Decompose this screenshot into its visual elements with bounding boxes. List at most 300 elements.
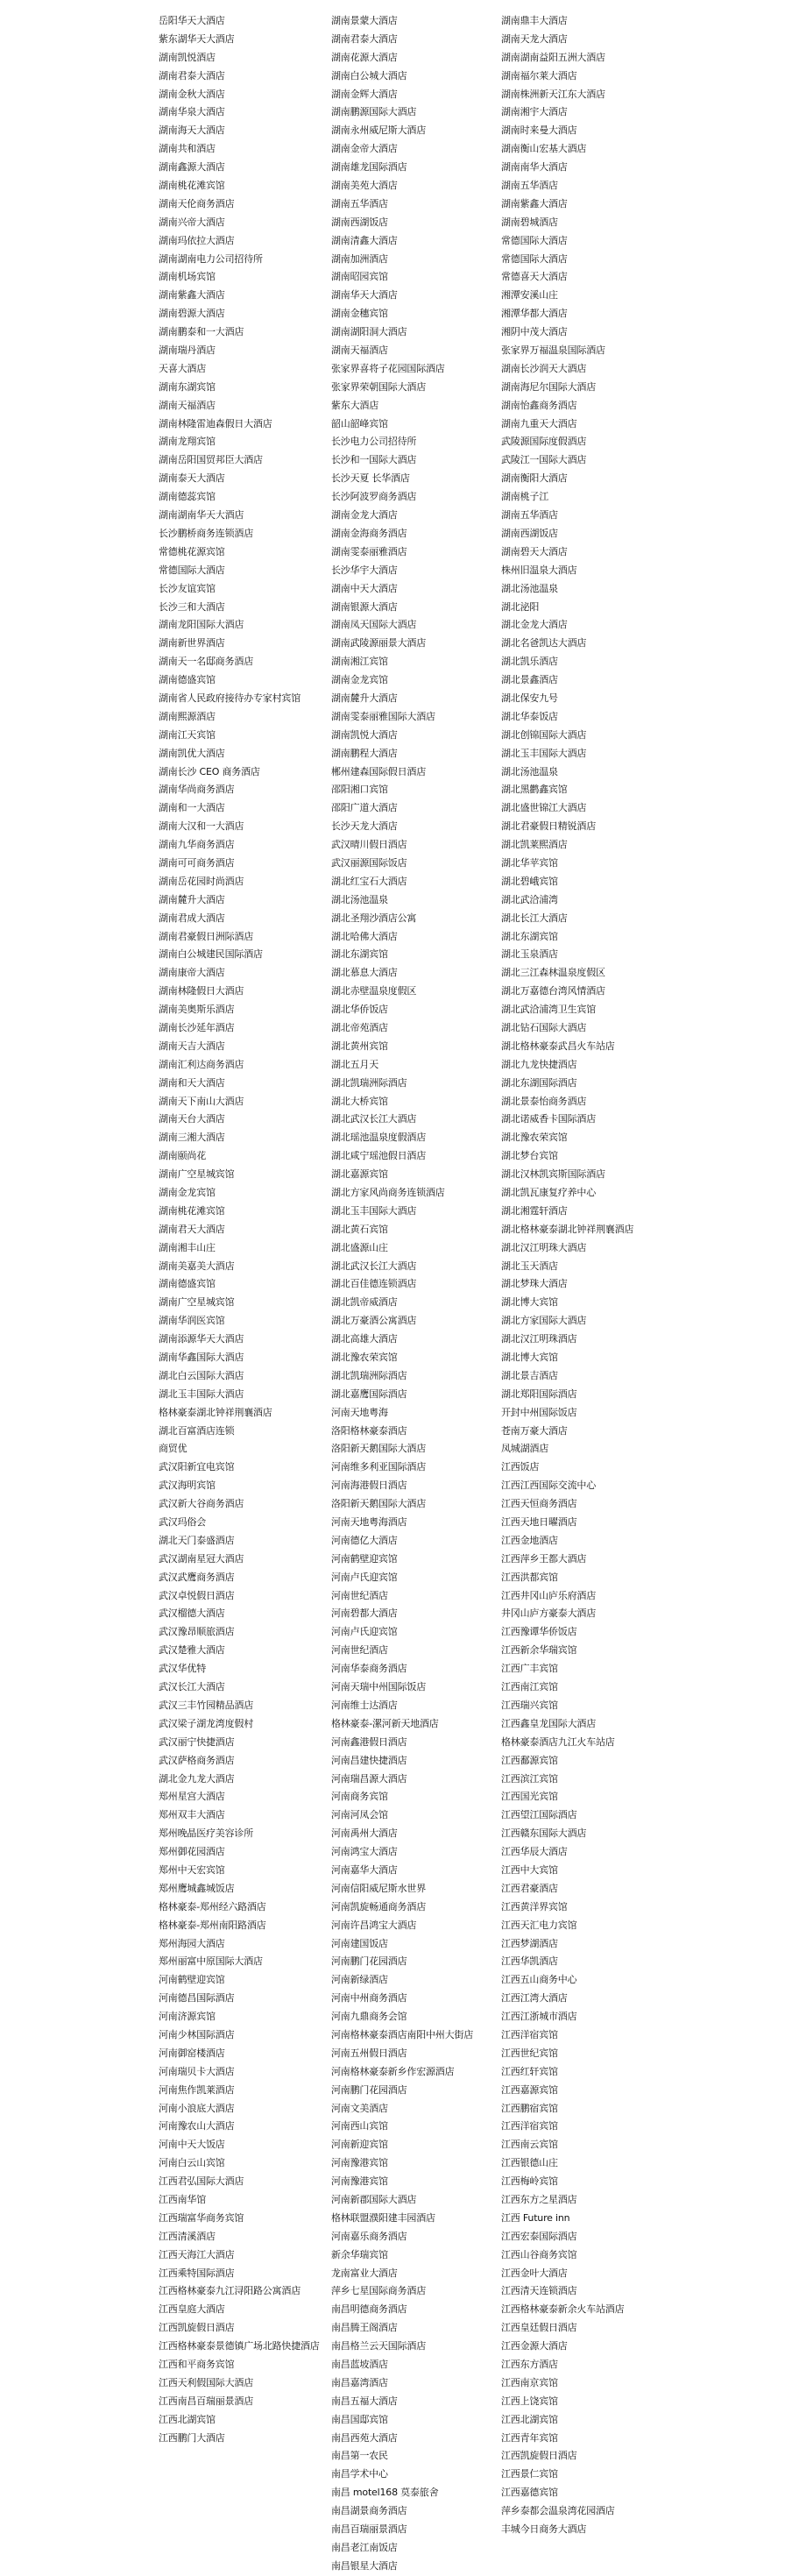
hotel-name: 河南信阳威尼斯水世界 bbox=[331, 1882, 426, 1894]
hotel-name: 湖北梦台宾馆 bbox=[501, 1150, 558, 1162]
hotel-name: 湖北凯莱熙酒店 bbox=[501, 839, 568, 851]
hotel-name: 湖南雄龙国际酒店 bbox=[331, 161, 407, 174]
hotel-name: 武汉三丰竹园精品酒店 bbox=[159, 1699, 253, 1711]
hotel-name: 武汉阳新宜电宾馆 bbox=[159, 1461, 235, 1473]
hotel-name: 江西嘉源宾馆 bbox=[501, 2083, 558, 2096]
hotel-name: 武汉武鹰商务酒店 bbox=[159, 1571, 235, 1583]
hotel-name: 河南豫港宾馆 bbox=[331, 2157, 388, 2169]
hotel-name: 湖南天福酒店 bbox=[159, 399, 216, 411]
hotel-name: 湖南五华酒店 bbox=[331, 197, 388, 209]
hotel-name: 湖南鑫源大酒店 bbox=[159, 161, 225, 174]
hotel-name: 江西鹏门大酒店 bbox=[159, 2431, 225, 2444]
hotel-name: 江西洋宿宾馆 bbox=[501, 2120, 558, 2132]
hotel-name: 南昌老江南饭店 bbox=[331, 2541, 398, 2553]
hotel-name: 湖北九龙快捷酒店 bbox=[501, 1058, 577, 1070]
hotel-name: 湖北汤池温泉 bbox=[501, 765, 558, 777]
hotel-name: 湖南大汉和一大酒店 bbox=[159, 820, 244, 833]
hotel-name: 湖南湖阳洞大酒店 bbox=[331, 326, 407, 338]
hotel-name: 河南维多利亚国际酒店 bbox=[331, 1461, 426, 1473]
hotel-name: 湖南华尚商务酒店 bbox=[159, 784, 235, 796]
hotel-name: 河南鑫港假日酒店 bbox=[331, 1735, 407, 1748]
hotel-name: 江西国光宾馆 bbox=[501, 1791, 558, 1803]
hotel-name: 长沙阿波罗商务酒店 bbox=[331, 491, 417, 503]
hotel-name: 株州旧温泉大酒店 bbox=[501, 564, 577, 576]
hotel-name: 江西鹏宿宾馆 bbox=[501, 2102, 558, 2114]
hotel-name: 湖北慕息大酒店 bbox=[331, 967, 398, 979]
hotel-name: 丰城今日商务大酒店 bbox=[501, 2523, 587, 2536]
hotel-name: 南昌第一农民 bbox=[331, 2450, 388, 2462]
hotel-name: 武汉华优特 bbox=[159, 1663, 206, 1675]
hotel-name: 湖北汉江明珠大酒店 bbox=[501, 1241, 587, 1253]
hotel-name: 湖南广空星城宾馆 bbox=[159, 1296, 235, 1309]
hotel-name: 新余华瑞宾馆 bbox=[331, 2248, 388, 2260]
hotel-name: 郑州丽富中原国际大酒店 bbox=[159, 1955, 263, 1968]
hotel-name: 湖南江天宾馆 bbox=[159, 728, 216, 741]
hotel-name: 河南卢氏迎宾馆 bbox=[331, 1571, 398, 1583]
hotel-name: 湖南和天大酒店 bbox=[159, 1076, 225, 1089]
hotel-name: 湖北高雄大酒店 bbox=[331, 1333, 398, 1345]
hotel-name: 江西金叶大酒店 bbox=[501, 2267, 568, 2279]
hotel-name: 洛阳新天鹅国际大酒店 bbox=[331, 1443, 426, 1455]
hotel-name: 河南新郡国际大酒店 bbox=[331, 2193, 417, 2205]
hotel-name: 湖南瑞丹酒店 bbox=[159, 344, 216, 357]
hotel-name: 江西南云宾馆 bbox=[501, 2139, 558, 2151]
hotel-name: 湖北诺威香卡国际酒店 bbox=[501, 1113, 596, 1125]
hotel-name: 常德国际大酒店 bbox=[501, 234, 568, 246]
hotel-name: 湖南三湘大酒店 bbox=[159, 1132, 225, 1144]
hotel-name: 湖南五华酒店 bbox=[501, 180, 558, 192]
hotel-name: 湖南熙源酒店 bbox=[159, 710, 216, 722]
hotel-name: 湖南碧城酒店 bbox=[501, 216, 558, 228]
hotel-name: 湖北天门泰盛酒店 bbox=[159, 1534, 235, 1546]
hotel-name: 江西滨江宾馆 bbox=[501, 1772, 558, 1785]
hotel-name: 河南天瑞中州国际饭店 bbox=[331, 1681, 426, 1693]
hotel-name: 江西山谷商务宾馆 bbox=[501, 2248, 577, 2260]
hotel-name: 湖北景鑫酒店 bbox=[501, 674, 558, 686]
hotel-name: 江西江湾大酒店 bbox=[501, 1992, 568, 2005]
hotel-name: 湖北红宝石大酒店 bbox=[331, 875, 407, 887]
hotel-name: 湖北万嘉德台湾风情酒店 bbox=[501, 985, 605, 997]
hotel-name: 河南中州商务酒店 bbox=[331, 1992, 407, 2005]
hotel-name: 江西新余华瑞宾馆 bbox=[501, 1644, 577, 1657]
hotel-name: 湖南金帝大酒店 bbox=[331, 143, 398, 155]
hotel-name: 湖北保安九号 bbox=[501, 692, 558, 704]
hotel-name: 江西梅岭宾馆 bbox=[501, 2175, 558, 2188]
hotel-name: 江西红轩宾馆 bbox=[501, 2065, 558, 2077]
hotel-column-middle bbox=[331, 12, 503, 2576]
hotel-name: 湖南长沙润天大酒店 bbox=[501, 362, 587, 374]
hotel-name: 长沙三和大酒店 bbox=[159, 600, 225, 613]
hotel-name: 湖北碧峨宾馆 bbox=[501, 875, 558, 887]
hotel-name: 常德国际大酒店 bbox=[159, 564, 225, 576]
hotel-name: 湖北大桥宾馆 bbox=[331, 1095, 388, 1107]
hotel-name: 湖北金九龙大酒店 bbox=[159, 1772, 235, 1785]
hotel-name: 邵阳湘口宾馆 bbox=[331, 784, 388, 796]
hotel-name: 湖北泌阳 bbox=[501, 600, 540, 613]
hotel-name: 长沙华宇大酒店 bbox=[331, 564, 398, 576]
hotel-name: 湖南金秋大酒店 bbox=[159, 88, 225, 100]
hotel-name: 湖南凯悦大酒店 bbox=[331, 728, 398, 741]
hotel-name: 江西宏泰国际酒店 bbox=[501, 2230, 577, 2242]
hotel-name: 湖南金穗宾馆 bbox=[331, 308, 388, 320]
hotel-name: 湖北武汉长江大酒店 bbox=[331, 1260, 417, 1272]
hotel-name: 湖南林隆假日大酒店 bbox=[159, 985, 244, 997]
hotel-name: 河南世纪酒店 bbox=[331, 1644, 388, 1657]
hotel-name: 湖南碧源大酒店 bbox=[159, 308, 225, 320]
hotel-name: 河南嘉乐商务酒店 bbox=[331, 2230, 407, 2242]
hotel-name: 江西青年宾馆 bbox=[501, 2431, 558, 2444]
hotel-name: 江西饭店 bbox=[501, 1461, 540, 1473]
hotel-name: 湖北百富酒店连锁 bbox=[159, 1424, 235, 1437]
hotel-name: 江西天利假国际大酒店 bbox=[159, 2376, 253, 2388]
hotel-name: 湖北帝苑酒店 bbox=[331, 1021, 388, 1033]
hotel-name: 河南少林国际酒店 bbox=[159, 2028, 235, 2040]
hotel-name: 湖南广空星城宾馆 bbox=[159, 1168, 235, 1181]
hotel-name: 凤城湖酒店 bbox=[501, 1443, 548, 1455]
hotel-name: 河南维士达酒店 bbox=[331, 1699, 398, 1711]
hotel-name: 湖北黄州宾馆 bbox=[331, 1040, 388, 1052]
hotel-name: 湖北汤池温泉 bbox=[501, 582, 558, 594]
hotel-name: 湖南武陵源丽景大酒店 bbox=[331, 637, 426, 649]
hotel-name: 邵阳广道大酒店 bbox=[331, 802, 398, 814]
hotel-name: 张家界荣朝国际大酒店 bbox=[331, 380, 426, 393]
hotel-name: 常德桃花源宾馆 bbox=[159, 545, 225, 557]
hotel-name: 井冈山庐方豪泰大酒店 bbox=[501, 1607, 596, 1620]
hotel-name: 河南许昌鸿宝大酒店 bbox=[331, 1919, 417, 1931]
hotel-name: 湖北武汉长江大酒店 bbox=[331, 1113, 417, 1125]
hotel-name: 河南御窑楼酒店 bbox=[159, 2047, 225, 2059]
hotel-name: 河南焦作凯莱酒店 bbox=[159, 2083, 235, 2096]
hotel-name: 湖北梦珠大酒店 bbox=[501, 1278, 568, 1290]
hotel-name: 武汉梁子湖龙湾度假村 bbox=[159, 1717, 253, 1729]
hotel-name: 格林豪泰-郑州南阳路酒店 bbox=[159, 1919, 266, 1931]
hotel-name: 武汉楚雅大酒店 bbox=[159, 1644, 225, 1657]
hotel-name: 河南海港假日酒店 bbox=[331, 1480, 407, 1492]
hotel-name: 格林豪泰-漯河新天地酒店 bbox=[331, 1717, 439, 1729]
hotel-name: 湖北凯瓦康复疗养中心 bbox=[501, 1187, 596, 1198]
hotel-name: 湖北武洽浦湾卫生宾馆 bbox=[501, 1004, 596, 1016]
hotel-name: 南昌 motel168 莫泰旅舍 bbox=[331, 2487, 439, 2499]
hotel-name: 江西东方之星酒店 bbox=[501, 2193, 577, 2205]
hotel-name: 湖南和一大酒店 bbox=[159, 802, 225, 814]
hotel-name: 湖北东湖宾馆 bbox=[501, 930, 558, 942]
hotel-name: 湖北玉丰国际大酒店 bbox=[331, 1204, 417, 1217]
hotel-name: 湖南林隆雷迪森假日大酒店 bbox=[159, 417, 272, 429]
hotel-name: 湖南碧天大酒店 bbox=[501, 545, 568, 557]
hotel-name: 南昌西苑大酒店 bbox=[331, 2431, 398, 2444]
hotel-name: 湖南君天大酒店 bbox=[159, 1223, 225, 1235]
hotel-name: 江西清天连锁酒店 bbox=[501, 2285, 577, 2297]
hotel-name: 湖北盛世锦江大酒店 bbox=[501, 802, 587, 814]
hotel-name: 武陵源国际度假酒店 bbox=[501, 436, 587, 448]
hotel-name: 武陵江一国际大酒店 bbox=[501, 454, 587, 466]
hotel-name: 江西井冈山庐乐府酒店 bbox=[501, 1589, 596, 1601]
hotel-name: 湖北玉天酒店 bbox=[501, 1260, 558, 1272]
hotel-name: 湖南怡鑫商务酒店 bbox=[501, 399, 577, 411]
hotel-name: 湖南九重天大酒店 bbox=[501, 417, 577, 429]
hotel-name: 湖北汤池温泉 bbox=[331, 893, 388, 905]
hotel-name: 湖南新世界酒店 bbox=[159, 637, 225, 649]
hotel-name: 张家界喜将子花园国际酒店 bbox=[331, 362, 445, 374]
hotel-name: 湘潭华都大酒店 bbox=[501, 308, 568, 320]
hotel-name: 郑州中天宏宾馆 bbox=[159, 1863, 225, 1876]
hotel-name: 湖北武洽浦湾 bbox=[501, 893, 558, 905]
hotel-name: 江西瑞富华商务宾馆 bbox=[159, 2211, 244, 2224]
hotel-name: 江西和平商务宾馆 bbox=[159, 2359, 235, 2370]
hotel-name: 湖北黑鹳鑫宾馆 bbox=[501, 784, 568, 796]
hotel-name: 郑州鹰城鑫城饭店 bbox=[159, 1882, 235, 1894]
hotel-name: 湖南美嘉美大酒店 bbox=[159, 1260, 235, 1272]
hotel-name: 湖北豫农荣宾馆 bbox=[331, 1352, 398, 1364]
hotel-name: 湖北方家风尚商务连锁酒店 bbox=[331, 1187, 445, 1198]
hotel-name: 湖南金海商务酒店 bbox=[331, 527, 407, 539]
hotel-name: 湖北豫农荣宾馆 bbox=[501, 1132, 568, 1144]
hotel-name: 河南瑞贝卡大酒店 bbox=[159, 2065, 235, 2077]
hotel-name: 江西世纪宾馆 bbox=[501, 2047, 558, 2059]
hotel-name: 江西君豪酒店 bbox=[501, 1882, 558, 1894]
hotel-name: 湖北金龙大酒店 bbox=[501, 619, 568, 631]
hotel-name: 湖北瑶池温泉度假酒店 bbox=[331, 1132, 426, 1144]
hotel-name: 河南昌建快捷酒店 bbox=[331, 1754, 407, 1766]
hotel-name: 湖南华天大酒店 bbox=[331, 289, 398, 302]
hotel-name: 南昌蓝坡酒店 bbox=[331, 2359, 388, 2370]
hotel-name: 湖南天伦商务酒店 bbox=[159, 197, 235, 209]
hotel-name: 湖南白公城大酒店 bbox=[331, 69, 407, 82]
hotel-name: 湖南岳阳国贸邦臣大酒店 bbox=[159, 454, 263, 466]
hotel-name: 湖南共和酒店 bbox=[159, 143, 216, 155]
hotel-name: 江西格林豪泰九江浔阳路公寓酒店 bbox=[159, 2285, 301, 2297]
hotel-name: 湖南康帝大酒店 bbox=[159, 967, 225, 979]
hotel-name: 湖南汇利达商务酒店 bbox=[159, 1058, 244, 1070]
hotel-name: 江西南昌百瑞丽景酒店 bbox=[159, 2395, 253, 2407]
hotel-name: 河南豫港宾馆 bbox=[331, 2175, 388, 2188]
hotel-name: 江西天海江大酒店 bbox=[159, 2248, 235, 2260]
hotel-name: 湖南湘丰山庄 bbox=[159, 1241, 216, 1253]
hotel-name: 湖南株洲新天江东大酒店 bbox=[501, 88, 605, 100]
hotel-name: 湖南德盛宾馆 bbox=[159, 674, 216, 686]
hotel-name: 格林豪泰酒店九江火车站店 bbox=[501, 1735, 615, 1748]
hotel-name: 河南格林豪泰酒店南阳中州大街店 bbox=[331, 2028, 473, 2040]
hotel-name: 湖北华侨饭店 bbox=[331, 1004, 388, 1016]
hotel-name: 天喜大酒店 bbox=[159, 362, 206, 374]
hotel-name: 江西金源大酒店 bbox=[501, 2340, 568, 2352]
hotel-name: 江西豫谭华侨饭店 bbox=[501, 1626, 577, 1638]
hotel-name: 河南白云山宾馆 bbox=[159, 2157, 225, 2169]
hotel-name: 张家界万福温泉国际酒店 bbox=[501, 344, 605, 357]
hotel-name: 长沙天龙大酒店 bbox=[331, 820, 398, 833]
hotel-name: 湖北郑阳国际酒店 bbox=[501, 1387, 577, 1400]
hotel-name: 湖南天福酒店 bbox=[331, 344, 388, 357]
hotel-name: 长沙电力公司招待所 bbox=[331, 436, 417, 448]
hotel-name: 湖北方家国际大酒店 bbox=[501, 1315, 587, 1327]
hotel-name: 湖南西湖饭店 bbox=[501, 527, 558, 539]
hotel-name: 郑州晚晶医疗美容诊所 bbox=[159, 1827, 253, 1840]
hotel-name: 郑州御花园酒店 bbox=[159, 1846, 225, 1858]
hotel-name: 江西金地酒店 bbox=[501, 1534, 558, 1546]
hotel-name: 湖南美苑大酒店 bbox=[331, 180, 398, 192]
hotel-name: 湖南昭园宾馆 bbox=[331, 271, 388, 283]
hotel-name: 湖北五月天 bbox=[331, 1058, 378, 1070]
hotel-name: 韶山韶峰宾馆 bbox=[331, 417, 388, 429]
hotel-name: 湖南鹏泰和一大酒店 bbox=[159, 326, 244, 338]
hotel-name: 湖南鼎丰大酒店 bbox=[501, 15, 568, 26]
hotel-name: 江西广丰宾馆 bbox=[501, 1663, 558, 1675]
hotel-name: 常德国际大酒店 bbox=[501, 252, 568, 265]
hotel-name: 湖北君豪假日精锐酒店 bbox=[501, 820, 596, 833]
hotel-name: 江西梦湖酒店 bbox=[501, 1937, 558, 1949]
hotel-name: 龙南富业大酒店 bbox=[331, 2267, 398, 2279]
hotel-name: 湖北湘霆轩酒店 bbox=[501, 1204, 568, 1217]
hotel-name: 湖北华泰饭店 bbox=[501, 710, 558, 722]
hotel-name: 江西望江国际酒店 bbox=[501, 1809, 577, 1821]
hotel-name: 南昌格兰云天国际酒店 bbox=[331, 2340, 426, 2352]
hotel-name: 湖北东湖宾馆 bbox=[331, 948, 388, 961]
hotel-name: 湖南天一名邸商务酒店 bbox=[159, 656, 253, 668]
hotel-name: 河南德亿大酒店 bbox=[331, 1534, 398, 1546]
hotel-name: 河南中天大饭店 bbox=[159, 2139, 225, 2151]
hotel-name: 江西上饶宾馆 bbox=[501, 2395, 558, 2407]
hotel-name: 湖南衡山宏基大酒店 bbox=[501, 143, 587, 155]
hotel-name: 江西华凯酒店 bbox=[501, 1955, 558, 1968]
hotel-name: 武汉晴川假日酒店 bbox=[331, 839, 407, 851]
hotel-name: 湖南德盛宾馆 bbox=[159, 1278, 216, 1290]
hotel-name: 河南华泰商务酒店 bbox=[331, 1663, 407, 1675]
hotel-name: 郑州双丰大酒店 bbox=[159, 1809, 225, 1821]
hotel-name: 湖北汉江明珠酒店 bbox=[501, 1333, 577, 1345]
hotel-name: 河南五州假日酒店 bbox=[331, 2047, 407, 2059]
hotel-name: 湖南银源大酒店 bbox=[331, 600, 398, 613]
hotel-name: 湖南金龙大酒店 bbox=[331, 509, 398, 522]
hotel-name: 湖南凯悦酒店 bbox=[159, 51, 216, 63]
hotel-name: 河南鹤壁迎宾馆 bbox=[159, 1974, 225, 1986]
hotel-name: 江西南华馆 bbox=[159, 2193, 206, 2205]
hotel-name: 江西瑞兴宾馆 bbox=[501, 1699, 558, 1711]
hotel-name: 格林豪泰湖北钟祥荆襄酒店 bbox=[159, 1406, 272, 1418]
hotel-name: 湖南华泉大酒店 bbox=[159, 106, 225, 118]
hotel-name: 河南小浪底大酒店 bbox=[159, 2102, 235, 2114]
hotel-name: 湖南海天大酒店 bbox=[159, 124, 225, 137]
hotel-name: 湖北咸宁瑶池假日酒店 bbox=[331, 1150, 426, 1162]
hotel-name: 湖南华鑫国际大酒店 bbox=[159, 1352, 244, 1364]
hotel-name: 湖南颐尚花 bbox=[159, 1150, 206, 1162]
hotel-name: 江西凯旋假日酒店 bbox=[501, 2450, 577, 2462]
hotel-name: 湖南机场宾馆 bbox=[159, 271, 216, 283]
hotel-name: 湖南天龙大酒店 bbox=[501, 32, 568, 45]
hotel-name: 河南嘉华大酒店 bbox=[331, 1863, 398, 1876]
hotel-name: 江西北湖宾馆 bbox=[501, 2413, 558, 2425]
hotel-name: 洛阳格林豪泰酒店 bbox=[331, 1424, 407, 1437]
hotel-name: 江西华辰大酒店 bbox=[501, 1846, 568, 1858]
hotel-name: 河南鹤壁迎宾馆 bbox=[331, 1552, 398, 1565]
hotel-name: 湖南天吉大酒店 bbox=[159, 1040, 225, 1052]
hotel-name: 南昌国邸宾馆 bbox=[331, 2413, 388, 2425]
hotel-name: 湖南桃花滩宾馆 bbox=[159, 180, 225, 192]
hotel-name: 湖南金龙宾馆 bbox=[331, 674, 388, 686]
hotel-name: 湖南中天大酒店 bbox=[331, 582, 398, 594]
hotel-name: 湖南君豪假日洲际酒店 bbox=[159, 930, 253, 942]
hotel-name: 湖南时来曼大酒店 bbox=[501, 124, 577, 137]
hotel-name: 湖北华苹宾馆 bbox=[501, 856, 558, 869]
hotel-name: 湖南花源大酒店 bbox=[331, 51, 398, 63]
hotel-name: 江西君弘国际大酒店 bbox=[159, 2175, 244, 2188]
hotel-name: 湖南金辉大酒店 bbox=[331, 88, 398, 100]
hotel-name: 江西乘特国际酒店 bbox=[159, 2267, 235, 2279]
hotel-name: 湖南湖南华天大酒店 bbox=[159, 509, 244, 522]
hotel-name: 河南碧都大酒店 bbox=[331, 1607, 398, 1620]
hotel-name: 湖北景泰怡商务酒店 bbox=[501, 1095, 587, 1107]
hotel-name: 湖北玉丰国际大酒店 bbox=[501, 747, 587, 759]
hotel-name: 湖南南华大酒店 bbox=[501, 161, 568, 174]
hotel-name: 湖南美奥斯乐酒店 bbox=[159, 1004, 235, 1016]
hotel-name: 湖北万豪酒公寓酒店 bbox=[331, 1315, 417, 1327]
hotel-name: 江西五山商务中心 bbox=[501, 1974, 577, 1986]
hotel-name: 河南鹏门花园酒店 bbox=[331, 2083, 407, 2096]
hotel-name: 江西皇廷假日酒店 bbox=[501, 2322, 577, 2334]
hotel-name: 江西天地日曜酒店 bbox=[501, 1516, 577, 1529]
hotel-name: 湖南凯优大酒店 bbox=[159, 747, 225, 759]
hotel-name: 湖北格林豪泰湖北钟祥荆襄酒店 bbox=[501, 1223, 634, 1235]
hotel-name: 湖南可可商务酒店 bbox=[159, 856, 235, 869]
hotel-name: 湖南长沙 CEO 商务酒店 bbox=[159, 765, 260, 777]
hotel-name: 江西赣东国际大酒店 bbox=[501, 1827, 587, 1840]
hotel-name: 湖北博大宾馆 bbox=[501, 1352, 558, 1364]
hotel-name: 江西天汇电力宾馆 bbox=[501, 1919, 577, 1931]
hotel-name: 湖南龙阳国际大酒店 bbox=[159, 619, 244, 631]
hotel-name: 南昌腾王阁酒店 bbox=[331, 2322, 398, 2334]
hotel-name: 湖北白云国际大酒店 bbox=[159, 1369, 244, 1381]
hotel-name: 湖南清鑫大酒店 bbox=[331, 234, 398, 246]
hotel-name: 湖南湘江宾馆 bbox=[331, 656, 388, 668]
hotel-name: 武汉豫昂顺旅酒店 bbox=[159, 1626, 235, 1638]
hotel-name: 南昌学术中心 bbox=[331, 2468, 388, 2480]
hotel-name: 南昌百瑞丽景酒店 bbox=[331, 2523, 407, 2536]
hotel-name: 河南天地粤海酒店 bbox=[331, 1516, 407, 1529]
hotel-name: 湖北凯乐酒店 bbox=[501, 656, 558, 668]
hotel-name: 江西东方酒店 bbox=[501, 2359, 558, 2370]
hotel-name: 长沙友谊宾馆 bbox=[159, 582, 216, 594]
hotel-name: 湖南衡阳大酒店 bbox=[501, 472, 568, 485]
hotel-name: 湖南天下南山大酒店 bbox=[159, 1095, 244, 1107]
hotel-name: 湖南鹏源国际大酒店 bbox=[331, 106, 417, 118]
hotel-name: 湖南桃子江 bbox=[501, 491, 548, 503]
hotel-name: 河南九鼎商务会馆 bbox=[331, 2011, 407, 2023]
hotel-name: 湖南东湖宾馆 bbox=[159, 380, 216, 393]
hotel-name: 湖北玉泉酒店 bbox=[501, 948, 558, 961]
hotel-name: 湘潭安溪山庄 bbox=[501, 289, 558, 302]
hotel-name: 河南世纪酒店 bbox=[331, 1589, 388, 1601]
hotel-name: 江西南江宾馆 bbox=[501, 1681, 558, 1693]
hotel-name: 湖南九华商务酒店 bbox=[159, 839, 235, 851]
hotel-column-right bbox=[501, 12, 673, 2539]
hotel-name: 河南凯旋畅通商务酒店 bbox=[331, 1900, 426, 1912]
hotel-name: 郑州海园大酒店 bbox=[159, 1937, 225, 1949]
hotel-name: 湖南湖南电力公司招待所 bbox=[159, 252, 263, 265]
hotel-name: 苍南万豪大酒店 bbox=[501, 1424, 568, 1437]
hotel-name: 河南河凤会馆 bbox=[331, 1809, 388, 1821]
hotel-name: 郴州建森国际假日酒店 bbox=[331, 765, 426, 777]
hotel-name: 江西江西国际交流中心 bbox=[501, 1480, 596, 1492]
hotel-name: 湖南紫鑫大酒店 bbox=[501, 197, 568, 209]
hotel-name: 湖南德蕊宾馆 bbox=[159, 491, 216, 503]
hotel-name: 南昌五福大酒店 bbox=[331, 2395, 398, 2407]
hotel-name: 江西银德山庄 bbox=[501, 2157, 558, 2169]
hotel-name: 河南德昌国际酒店 bbox=[159, 1992, 235, 2005]
hotel-name: 湖北赤壁温泉度假区 bbox=[331, 985, 417, 997]
hotel-name: 湖南金龙宾馆 bbox=[159, 1187, 216, 1198]
hotel-name: 湖北凯帝威酒店 bbox=[331, 1296, 398, 1309]
hotel-name: 江西清溪酒店 bbox=[159, 2230, 216, 2242]
hotel-name: 江西鑫皇龙国际大酒店 bbox=[501, 1717, 596, 1729]
